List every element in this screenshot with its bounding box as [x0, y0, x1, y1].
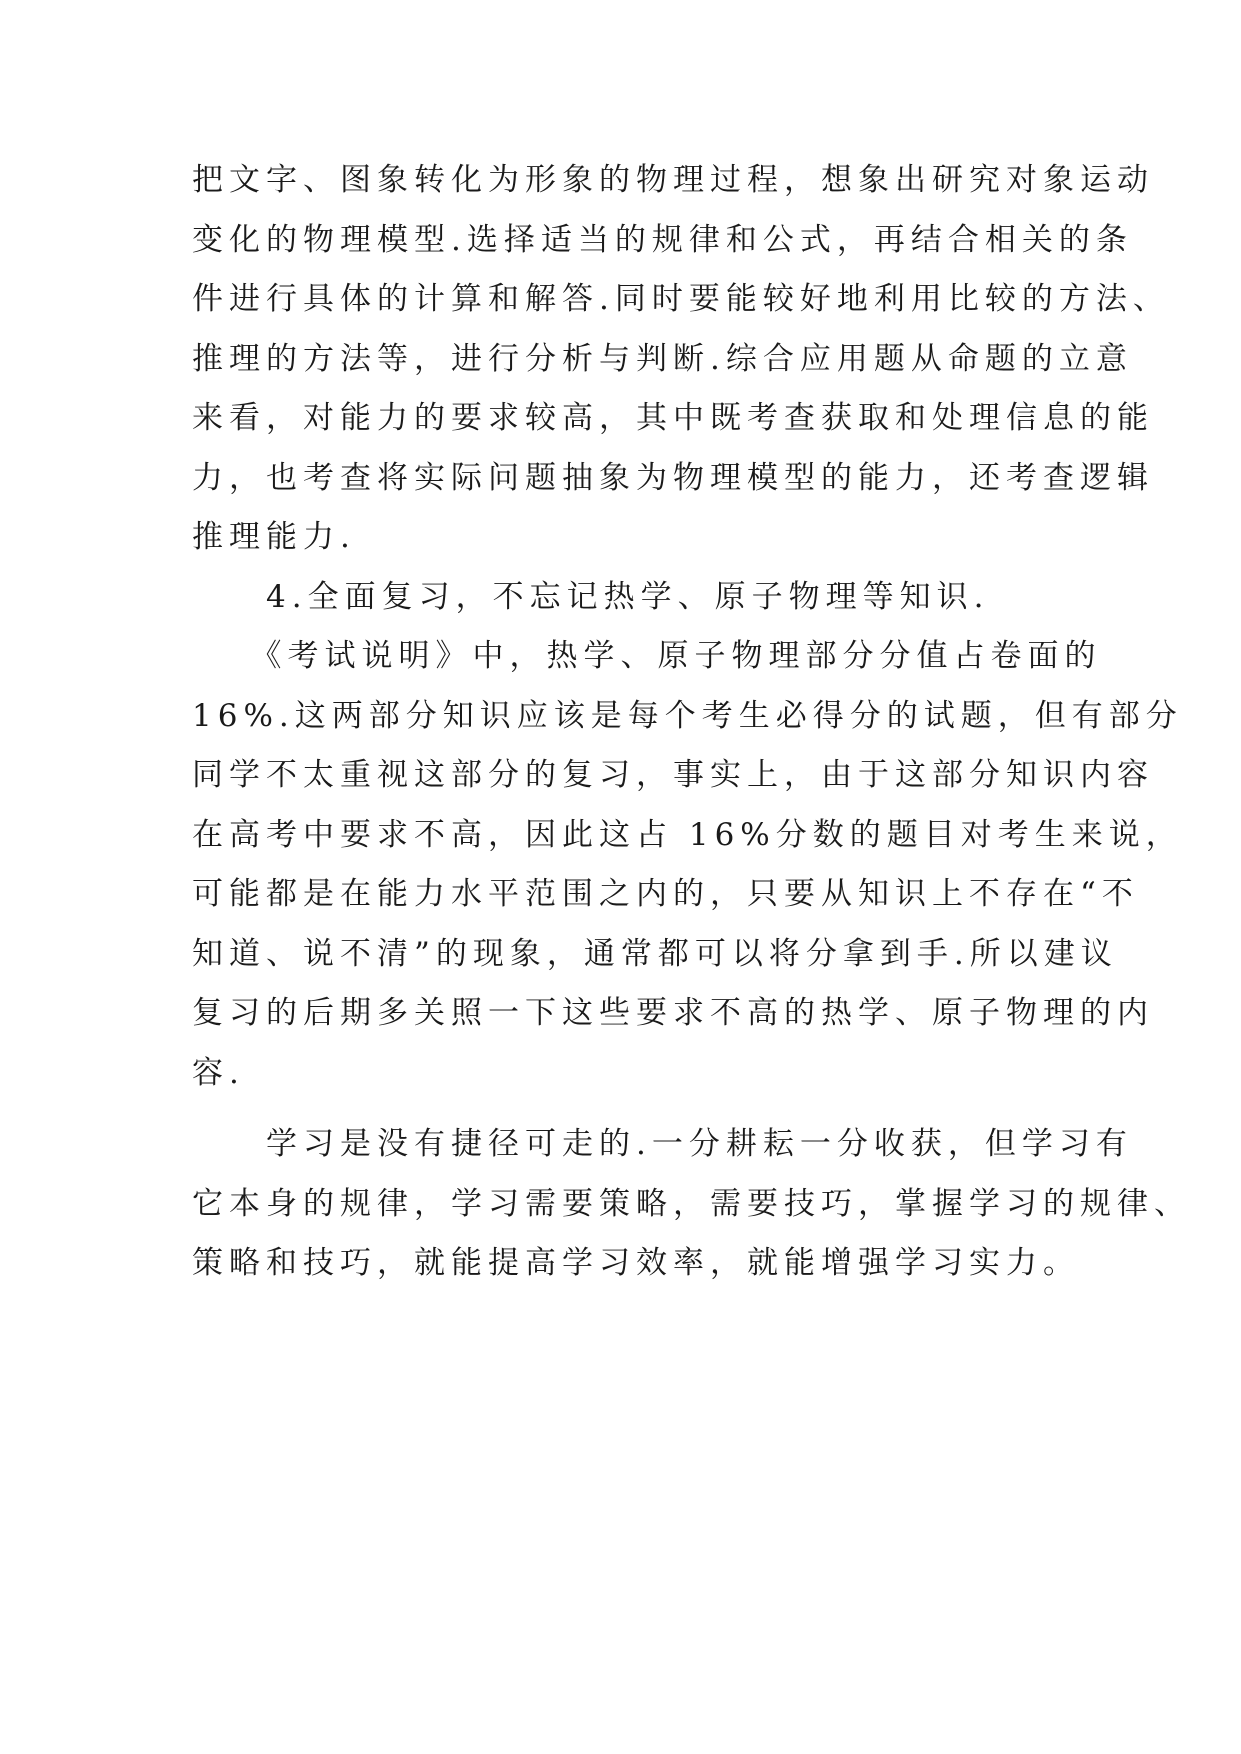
text-line: 力，也考查将实际问题抽象为物理模型的能力，还考查逻辑 [192, 459, 1154, 496]
text-line: 复习的后期多关照一下这些要求不高的热学、原子物理的内 [192, 995, 1154, 1031]
text-line: 件进行具体的计算和解答.同时要能较好地利用比较的方法、 [192, 281, 1170, 317]
text-line: 知道、说不清”的现象，通常都可以将分拿到手.所以建议 [192, 935, 1118, 972]
text-line: 16%.这两部分知识应该是每个考生必得分的试题，但有部分 [192, 697, 1183, 734]
section-heading-4 [192, 577, 1072, 637]
text-line: 同学不太重视这部分的复习，事实上，由于这部分知识内容 [192, 757, 1154, 793]
text-line: 推理的方法等，进行分析与判断.综合应用题从命题的立意 [192, 340, 1133, 377]
document-body [192, 160, 1191, 1303]
paragraph-conclusion [192, 1124, 1191, 1303]
text-line: 推理能力. [192, 519, 356, 555]
paragraph-spacer [192, 1112, 1072, 1124]
text-line: 学习是没有捷径可走的.一分耕耘一分收获，但学习有 [192, 1126, 1133, 1162]
heading-line: 4.全面复习，不忘记热学、原子物理等知识. [192, 578, 990, 615]
text-line: 来看，对能力的要求较高，其中既考查获取和处理信息的能 [192, 400, 1154, 436]
text-line: 策略和技巧，就能提高学习效率，就能增强学习实力。 [192, 1245, 1080, 1281]
text-line: 把文字、图象转化为形象的物理过程，想象出研究对象运动 [192, 162, 1154, 198]
paragraph-exam-guide [192, 636, 1183, 1112]
text-line: 在高考中要求不高，因此这占 16%分数的题目对考生来说， [192, 816, 1183, 853]
paragraph-methods [192, 160, 1170, 577]
text-line: 变化的物理模型.选择适当的规律和公式，再结合相关的条 [192, 221, 1133, 258]
text-line: 它本身的规律，学习需要策略，需要技巧，掌握学习的规律、 [192, 1185, 1191, 1222]
text-line: 容. [192, 1054, 245, 1091]
text-line: 《考试说明》中，热学、原子物理部分分值占卷面的 [192, 638, 1102, 674]
text-line: 可能都是在能力水平范围之内的，只要从知识上不存在“不 [192, 876, 1139, 912]
